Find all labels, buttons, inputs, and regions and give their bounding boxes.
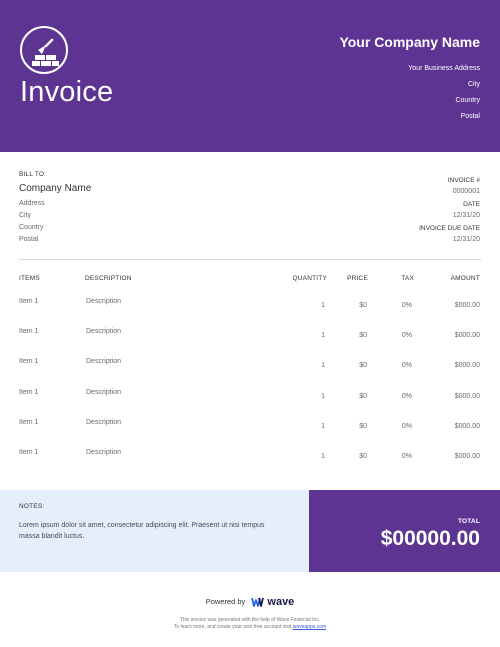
col-header-price: PRICE [347, 275, 368, 282]
company-city: City [467, 81, 480, 88]
row-item: Item 1 [19, 298, 39, 305]
bill-to-postal: Postal [19, 236, 39, 243]
bill-to-label: BILL TO: [19, 171, 47, 178]
bill-to-city: City [19, 212, 32, 219]
due-date-label: INVOICE DUE DATE [419, 225, 480, 232]
row-amount: $000.00 [454, 362, 480, 370]
footer-line-2-text: To learn more, and create your own free account visit [173, 624, 292, 630]
row-item: Item 1 [19, 418, 39, 426]
row-amount: $000.00 [454, 392, 480, 400]
table-row [0, 356, 500, 386]
row-price: $0 [359, 422, 367, 430]
wave-brand[interactable] [251, 596, 294, 608]
row-quantity: 1 [321, 453, 325, 460]
row-description: Description [86, 449, 122, 456]
row-price: $0 [359, 302, 367, 309]
table-row [0, 296, 500, 326]
row-tax: 0% [401, 362, 412, 370]
row-price: $0 [359, 362, 367, 370]
row-amount: $000.00 [454, 422, 480, 430]
wave-logo-icon [251, 597, 264, 607]
bill-to-company: Company Name [19, 183, 92, 194]
section-divider [19, 259, 481, 260]
table-row [0, 447, 500, 477]
waveapps-link[interactable]: waveapps.com [292, 624, 327, 630]
row-tax: 0% [401, 302, 412, 309]
footer-line-2 [0, 624, 500, 630]
trowel-bricks-icon [30, 36, 62, 68]
row-quantity: 1 [321, 422, 325, 430]
total-label: TOTAL [457, 518, 480, 525]
row-amount: $000.00 [454, 332, 480, 340]
company-postal: Postal [460, 113, 480, 120]
row-amount: $000.00 [454, 302, 480, 309]
due-date: 12/31/20 [452, 236, 480, 243]
wave-brand-name: wave [267, 596, 295, 608]
col-header-tax: TAX [401, 275, 414, 282]
row-item: Item 1 [19, 358, 39, 366]
row-quantity: 1 [321, 392, 325, 400]
powered-by-text: Powered by [205, 596, 246, 606]
row-quantity: 1 [321, 302, 325, 309]
invoice-header [0, 0, 500, 152]
row-description: Description [86, 388, 122, 396]
row-item: Item 1 [19, 449, 39, 456]
col-header-items: ITEMS [19, 275, 40, 282]
row-price: $0 [359, 453, 367, 460]
invoice-number-label: INVOICE # [447, 177, 480, 184]
col-header-quantity: QUANTITY [292, 275, 327, 282]
row-description: Description [86, 328, 122, 336]
bill-to-country: Country [19, 224, 44, 231]
row-quantity: 1 [321, 332, 325, 340]
row-description: Description [86, 358, 122, 366]
bill-to-address: Address [19, 200, 45, 207]
row-quantity: 1 [321, 362, 325, 370]
col-header-description: DESCRIPTION [85, 275, 132, 282]
table-row [0, 387, 500, 417]
row-price: $0 [359, 332, 367, 340]
row-description: Description [86, 418, 122, 426]
row-item: Item 1 [19, 328, 39, 336]
row-tax: 0% [401, 332, 412, 340]
company-address: Your Business Address [408, 65, 480, 72]
total-value: $00000.00 [380, 527, 480, 550]
total-section [309, 490, 500, 572]
row-tax: 0% [401, 453, 412, 460]
row-price: $0 [359, 392, 367, 400]
col-header-amount: AMOUNT [450, 275, 480, 282]
company-country: Country [455, 97, 480, 104]
company-name: Your Company Name [339, 34, 480, 50]
notes-section [0, 490, 309, 572]
row-item: Item 1 [19, 388, 39, 396]
notes-text: Lorem ipsum dolor sit amet, consectetur adipiscing elit. Praesent ut nisi tempus massa blandit luctus. [19, 522, 265, 540]
notes-label: NOTES: [19, 503, 45, 510]
company-logo [20, 26, 68, 74]
row-amount: $000.00 [454, 453, 480, 460]
footer-line-1: This invoice was generated with the help of Wave Financial Inc. [179, 617, 321, 623]
invoice-title: Invoice [20, 76, 114, 108]
table-row [0, 326, 500, 356]
table-row [0, 417, 500, 447]
row-description: Description [86, 298, 122, 305]
invoice-date: 12/31/20 [452, 212, 480, 219]
date-label: DATE [463, 201, 480, 208]
invoice-number: 0000001 [452, 188, 480, 195]
row-tax: 0% [401, 392, 412, 400]
row-tax: 0% [401, 422, 412, 430]
powered-by [0, 596, 500, 608]
